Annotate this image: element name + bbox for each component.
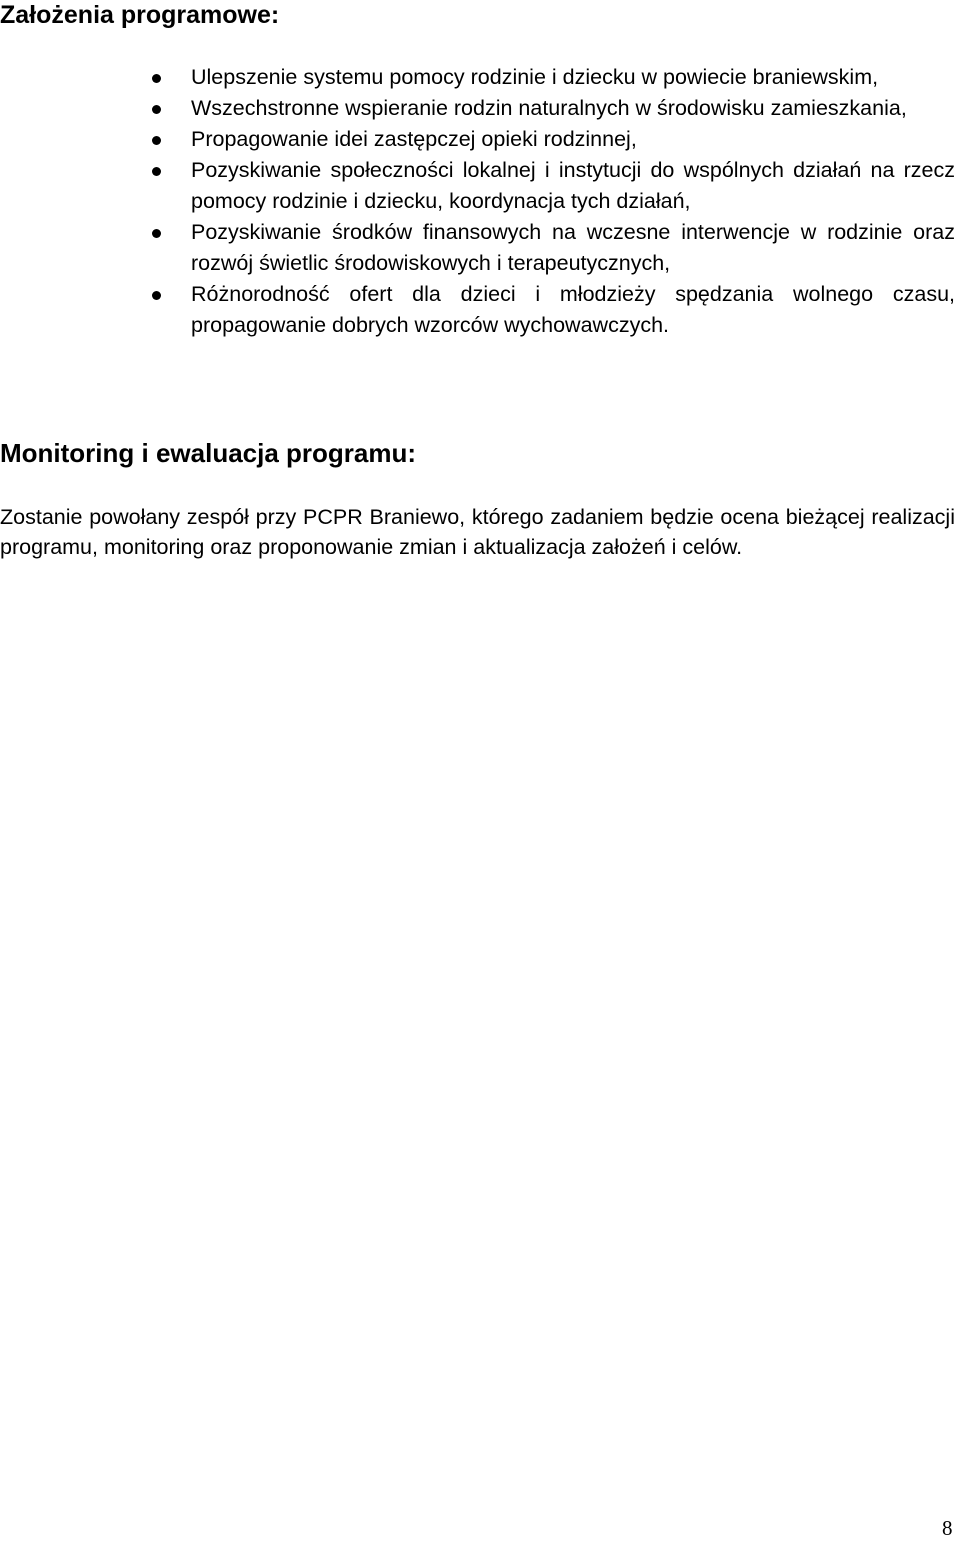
list-item-text: Pozyskiwanie społeczności lokalnej i instytucji do wspólnych działań na rzecz pomocy rodzinie i dziecku, koordynacja tych działań,: [191, 158, 955, 213]
list-item: [0, 124, 955, 155]
list-item-text: Ulepszenie systemu pomocy rodzinie i dziecku w powiecie braniewskim,: [191, 65, 879, 89]
bullet-icon: [152, 291, 161, 300]
bullet-icon: [152, 167, 161, 176]
bullet-icon: [152, 105, 161, 114]
list-item-text: Wszechstronne wspieranie rodzin naturalnych w środowisku zamieszkania,: [191, 96, 907, 120]
list-item-text: Różnorodność ofert dla dzieci i młodzieży spędzania wolnego czasu, propagowanie dobrych wzorców wychowawczych.: [191, 282, 955, 337]
section-heading-assumptions: Założenia programowe:: [0, 1, 280, 29]
list-item: [0, 279, 955, 341]
section-heading-monitoring: Monitoring i ewaluacja programu:: [0, 438, 417, 468]
list-item-text: Pozyskiwanie środków finansowych na wczesne interwencje w rodzinie oraz rozwój świetlic środowiskowych i terapeutycznych,: [191, 220, 955, 275]
list-item: [0, 62, 955, 93]
list-item: [0, 217, 955, 279]
assumptions-list: [0, 62, 960, 341]
list-item-text: Propagowanie idei zastępczej opieki rodzinnej,: [191, 127, 637, 151]
page-number: 8: [942, 1516, 953, 1540]
monitoring-paragraph: Zostanie powołany zespół przy PCPR Braniewo, którego zadaniem będzie ocena bieżącej realizacji programu, monitoring oraz proponowanie zmian i aktualizacja założeń i celów.: [0, 505, 955, 559]
bullet-icon: [152, 229, 161, 238]
bullet-icon: [152, 136, 161, 145]
bullet-icon: [152, 74, 161, 83]
list-item: [0, 93, 955, 124]
list-item: [0, 155, 955, 217]
